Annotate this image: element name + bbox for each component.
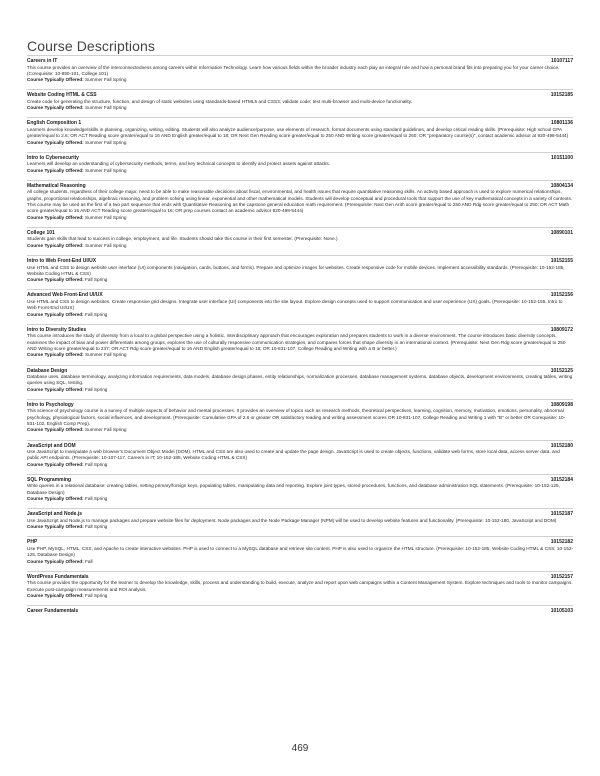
course-code: 10152187 — [550, 511, 573, 518]
offered-terms: Fall Spring — [83, 277, 108, 283]
course-code: 10152155 — [550, 258, 573, 265]
course-description: Use HTML and CSS to design website user interface (UI) components (navigation, cards, buttons, and forms). Prepare and optimize images for websites. Create responsive code for mobile devices. Implement accessibility standards. (Prerequisite: 10-152-185, Website Coding HTML & CSS) — [27, 264, 565, 276]
offered-terms: Summer Fall Spring — [83, 352, 127, 358]
course-offered — [27, 462, 573, 468]
offered-label: Course Typically Offered: — [27, 167, 84, 173]
course-description: This course introduces the study of diversity from a local to a global perspective using a holistic, interdisciplinary approach that encourages exploration and prepares students to work in a diverse environment. The course introduces basic diversity concepts, examines the impact of bias and power differentials among groups, explores the use of culturally responsive communication strategies, and compares forces that shape diversity in an international context. (Prerequisite: Next Gen Rdg score greater/equal to 250 AND Writing score greater/equal to 237; OR ACT Rdg score greater/equal to 16 AND English greater/equal to 15; OR 10-831-107, College Reading and Writing with a B or better.) — [27, 333, 566, 351]
course-title: Careers in IT — [27, 58, 58, 64]
course-title: Career Fundamentals — [27, 608, 79, 615]
course-code: 10152125 — [550, 367, 573, 374]
course-entry — [27, 255, 573, 283]
course-offered — [27, 524, 573, 530]
course-offered — [27, 215, 573, 221]
course-title: PHP — [27, 539, 38, 546]
offered-terms: Fall Spring — [83, 461, 108, 467]
course-code: 10152185 — [550, 92, 573, 99]
course-title: Website Coding HTML & CSS — [27, 92, 97, 99]
course-description: Students gain skills that lead to success in college, employment, and life. Students should take this course in their first semester. (Prerequisite: None.) — [27, 236, 338, 242]
course-code: 10152180 — [550, 442, 573, 449]
course-title: JavaScript and DOM — [27, 442, 76, 449]
course-entry — [27, 89, 573, 111]
course-entry — [27, 227, 573, 249]
course-offered — [27, 77, 573, 83]
course-description: Database uses, database terminology, analyzing information requirements, data models, database design phases, entity relationships, normalization processes, database management systems, database objects, development environments, creating tables, writing queries using SQL, testing. — [27, 374, 573, 386]
course-description: Use HTML and CSS to design websites. Create responsive grid designs. Integrate user interface (UI) components into the site layout. Explore design concepts used to support communication and user experience (UX) goals. (Prerequisite: 10-152-155, Intro to Web Front-End UI/UX) — [27, 298, 563, 311]
course-offered — [27, 559, 573, 565]
course-code: 10151100 — [551, 154, 573, 161]
course-entry — [27, 399, 573, 434]
offered-terms: Fall Spring — [83, 311, 108, 317]
page-number: 469 — [291, 743, 309, 754]
course-description: Use JavaScript to manipulate a web browser's Document Object Model (DOM). HTML and CSS are also used to create and update the page design. JavaScript is used to create objects, functions, validate web forms, store local data, access server data, and public API endpoints. (Prerequisite: 10-107-117, Careers in IT; 10-152-185, Website Coding HTML & CSS) — [27, 449, 560, 461]
course-offered — [27, 277, 573, 283]
offered-terms: Summer Fall Spring — [83, 242, 127, 248]
offered-terms: Fall — [83, 558, 93, 564]
course-offered — [27, 496, 573, 502]
course-entry — [27, 117, 573, 145]
course-offered — [27, 387, 573, 393]
course-entry — [27, 536, 573, 564]
course-offered — [27, 312, 573, 318]
course-entry — [27, 324, 573, 359]
course-entry — [27, 508, 573, 530]
course-description: Write queries in a relational database: creating tables, setting primary/foreign keys, populating tables, manipulating data and reporting. Explore joint types, stored procedures, functions, and database administration SQL statements. (Prerequisite: 10-152-125, Database Design) — [27, 483, 560, 495]
course-title: Intro to Psychology — [27, 401, 74, 408]
course-description: This course provides an overview of the interconnectedness among careers within Information Technology. Learn how various fields within the broader industry each play an integral role and how a personal brand fits into preparing you for your career choice. (Corequisite: 10-890-101, College 101) — [27, 64, 560, 76]
offered-label: Course Typically Offered: — [27, 461, 84, 467]
course-code: 10809172 — [550, 326, 573, 333]
offered-label: Course Typically Offered: — [27, 214, 84, 220]
course-title: English Composition 1 — [27, 120, 82, 127]
course-offered — [27, 427, 573, 433]
course-header — [27, 608, 573, 615]
course-code: 10809198 — [550, 401, 573, 408]
course-title: Intro to Cybersecurity — [27, 154, 79, 161]
offered-terms: Summer Fall Spring — [83, 105, 127, 111]
course-entry — [27, 289, 573, 317]
course-offered — [27, 140, 573, 146]
offered-label: Course Typically Offered: — [27, 105, 84, 111]
course-code: 10107117 — [551, 58, 573, 64]
course-entry — [27, 152, 573, 174]
course-title: Mathematical Reasoning — [27, 182, 86, 189]
course-code: 10890101 — [550, 229, 573, 236]
course-offered — [27, 593, 573, 599]
offered-label: Course Typically Offered: — [27, 139, 84, 145]
course-code: 10152157 — [550, 573, 573, 580]
course-offered — [27, 243, 573, 249]
course-entry — [27, 440, 573, 468]
course-title: SQL Programming — [27, 476, 72, 483]
course-title: Intro to Web Front-End UI/UX — [27, 258, 97, 265]
course-code: 10804134 — [550, 182, 573, 189]
offered-label: Course Typically Offered: — [27, 427, 84, 433]
offered-label: Course Typically Offered: — [27, 242, 84, 248]
offered-label: Course Typically Offered: — [27, 524, 84, 530]
offered-terms: Summer Fall Spring — [83, 77, 127, 83]
offered-terms: Fall Spring — [83, 592, 108, 598]
course-entry — [27, 474, 573, 502]
offered-terms: Fall Spring — [83, 524, 108, 530]
offered-terms: Fall Spring — [83, 496, 108, 502]
course-title: JavaScript and Node.js — [27, 511, 83, 518]
course-entry — [27, 605, 573, 615]
course-code: 10152182 — [550, 539, 573, 546]
course-entry — [27, 180, 573, 221]
course-description: Learners develop knowledge/skills in planning, organizing, writing, editing. Students will also analyze audience/purpose, use elements of research, format documents using standard guidelines, and develop critical reading skills. (Prerequisite: High school GPA greater/equal to 2.6; OR ACT Reading score greater/equal to 16 AND English greater/equal to 18; OR Next Gen Reading score greater/equal to 250 AND Writing score greater/equal to 260; OR "preparatory course(s)", contact academic advisor at 920-498-5444) — [27, 126, 569, 139]
offered-terms: Summer Fall Spring — [83, 214, 127, 220]
course-code: 10152156 — [550, 292, 573, 299]
course-code: 10105103 — [550, 608, 573, 615]
course-title: Database Design — [27, 367, 68, 374]
course-entry — [27, 571, 573, 599]
course-description: This course provides the opportunity for the learner to develop the knowledge, skills, process and understanding to build, execute, analyze and report upon web campaigns within a Content Management System. Explore techniques and tools to monitor campaigns. Execute post-campaign measurements and ROI analysis. — [27, 580, 573, 592]
course-description: Create code for generating the structure, function, and design of static websites using standards-based HTML5 and CSS3; validate code; test multi-browser and multi-device functionality. — [27, 98, 413, 104]
course-entry — [27, 55, 573, 83]
course-description: All college students, regardless of their college major, need to be able to make reasonable decisions about fiscal, environmental, and health issues that require quantitative reasoning skills. An activity based approach is used to explore numerical relationships, graphs, proportional relationships, algebraic reasoning, and problem solving using linear, exponential and other mathematical models. Students will develop conceptual and procedural tools that support the use of key mathematical concepts in a variety of contexts. This course may be used as the first of a two part sequence that ends with Quantitative Reasoning as the capstone general education math requirement. (Prerequisite: Next Gen Arith score greater/equal to 250 AND Rdg score greater/equal to 250; OR ACT Math score greater/equal to 15 AND ACT Reading score greater/equal to 16; OR prep courses contact an academic advisor 920-498-5444) — [27, 189, 573, 214]
course-description: Use PHP, MySQL, HTML, CSS, and Apache to create interactive websites. PHP is used to connect to a MySQL database and retrieve site content. PHP is also used to organize the HTML structure. (Prerequisite: 10-152-185, Website Coding HTML & CSS; 10-152-125, Database Design) — [27, 545, 574, 558]
course-code: 10152184 — [550, 476, 573, 483]
course-title: Intro to Diversity Studies — [27, 326, 87, 333]
course-description: Learners will develop an understanding of cybersecurity methods, terms, and key technical concepts to identify and protect assets against attacks. — [27, 161, 331, 167]
offered-label: Course Typically Offered: — [27, 352, 84, 358]
offered-terms: Summer Fall Spring — [83, 167, 127, 173]
offered-label: Course Typically Offered: — [27, 77, 84, 83]
offered-label: Course Typically Offered: — [27, 496, 84, 502]
course-description: This science of psychology course is a survey of multiple aspects of behavior and mental processes. It provides an overview of topics such as research methods, theoretical perspectives, learning, cognition, memory, motivation, emotions, personality, abnormal psychology, physiological factors, social influences, and development. (Prerequisite: Cumulative GPA of 2.6 or greater OR satisfactory reading and writing assessment scores OR 10-831-107, College Reading and Writing 1 with "B" or better OR Corequisite: 10-831-102, English Comp Prep). — [27, 408, 566, 426]
offered-terms: Fall Spring — [83, 386, 108, 392]
offered-terms: Summer Fall Spring — [83, 427, 127, 433]
course-offered — [27, 105, 573, 111]
page-title: Course Descriptions — [27, 38, 155, 54]
course-title: WordPress Fundamentals — [27, 573, 89, 580]
offered-label: Course Typically Offered: — [27, 558, 84, 564]
offered-terms: Summer Fall Spring — [83, 139, 127, 145]
course-code: 10801136 — [551, 120, 573, 127]
course-title: Advanced Web Front-End UI/UX — [27, 292, 103, 299]
offered-label: Course Typically Offered: — [27, 386, 84, 392]
course-list — [27, 55, 573, 621]
course-description: Use JavaScript and Node.js to manage packages and prepare website files for deployment. Node packages and the Node Package Manager (NPM) will be used to develop website features and functionality. (Prerequisite: 10-152-180, JavaScript and DOM) — [27, 517, 557, 523]
offered-label: Course Typically Offered: — [27, 277, 84, 283]
course-entry — [27, 365, 573, 393]
course-offered — [27, 168, 573, 174]
course-title: College 101 — [27, 229, 55, 236]
offered-label: Course Typically Offered: — [27, 592, 84, 598]
offered-label: Course Typically Offered: — [27, 311, 84, 317]
course-offered — [27, 352, 573, 358]
